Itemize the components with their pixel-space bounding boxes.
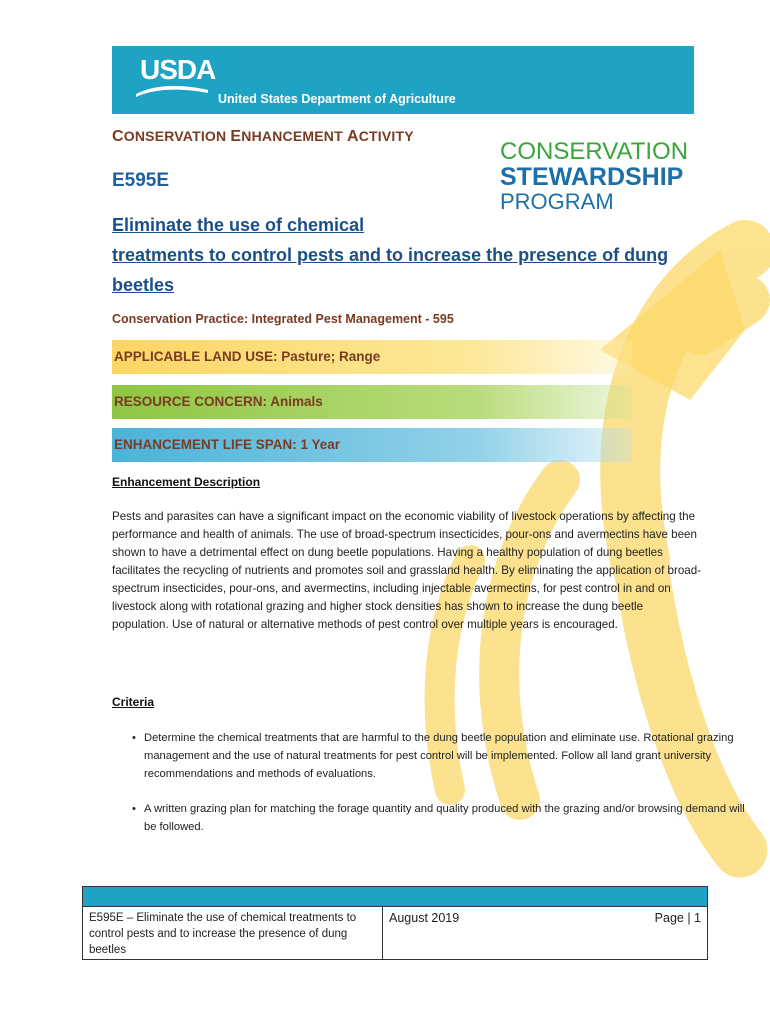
footer-page-number: Page | 1 xyxy=(654,911,701,925)
bullet-icon: • xyxy=(132,803,136,815)
csp-logo-line3: PROGRAM xyxy=(500,189,614,214)
criteria-heading: Criteria xyxy=(112,695,155,709)
description-heading: Enhancement Description xyxy=(112,475,261,489)
department-name: United States Department of Agriculture xyxy=(218,92,456,106)
enhancement-code: E595E xyxy=(112,170,170,191)
conservation-practice: Conservation Practice: Integrated Pest Management - 595 xyxy=(112,312,454,326)
usda-swoosh-icon xyxy=(136,84,208,98)
csp-logo-line1: CONSERVATION xyxy=(500,138,689,165)
title-line3: beetles xyxy=(112,275,175,295)
bullet-icon: • xyxy=(132,732,136,744)
csp-logo-line2: STEWARDSHIP xyxy=(500,163,684,191)
title-line2: treatments to control pests and to increase the presence of dung xyxy=(112,245,669,265)
activity-heading: CONSERVATION ENHANCEMENT ACTIVITY xyxy=(112,128,414,145)
footer-doc-title: E595E – Eliminate the use of chemical treatments to control pests and to increase the presence of dung beetles xyxy=(83,907,383,960)
life-span-band: ENHANCEMENT LIFE SPAN: 1 Year xyxy=(112,428,632,462)
criteria-item: • A written grazing plan for matching the forage quantity and quality produced with the grazing and/or browsing demand will be followed. xyxy=(132,800,752,836)
land-use-band: APPLICABLE LAND USE: Pasture; Range xyxy=(112,340,632,374)
footer-date: August 2019 xyxy=(389,911,460,925)
enhancement-title xyxy=(112,210,742,300)
footer-bar xyxy=(83,887,707,907)
criteria-item: • Determine the chemical treatments that are harmful to the dung beetle population and eliminate use. Rotational grazing management and the use of natural treatments for pest control will be implemented. Follow all land grant university recommendations and methods of evaluations. xyxy=(132,729,752,783)
description-text: Pests and parasites can have a significant impact on the economic viability of livestock operations by affecting the performance and health of animals. The use of broad-spectrum insecticides, pour-ons and avermectins have been shown to have a detrimental effect on dung beetle populations. Having a healthy population of dung beetles facilitates the recycling of nutrients and promotes soil and grassland health. By eliminating the application of broad-spectrum insecticides, pour-ons, and avermectins, including injectable avermectins, for pest control in and on livestock along with rotational grazing and higher stock densities has shown to increase the dung beetle population. Use of natural or alternative methods of pest control over multiple years is encouraged. xyxy=(112,510,702,631)
usda-logo: USDA xyxy=(140,54,216,85)
resource-concern-band: RESOURCE CONCERN: Animals xyxy=(112,385,632,419)
page-footer xyxy=(82,886,708,960)
title-line1: Eliminate the use of chemical xyxy=(112,215,365,235)
usda-banner xyxy=(112,46,694,114)
csp-logo xyxy=(500,140,688,213)
